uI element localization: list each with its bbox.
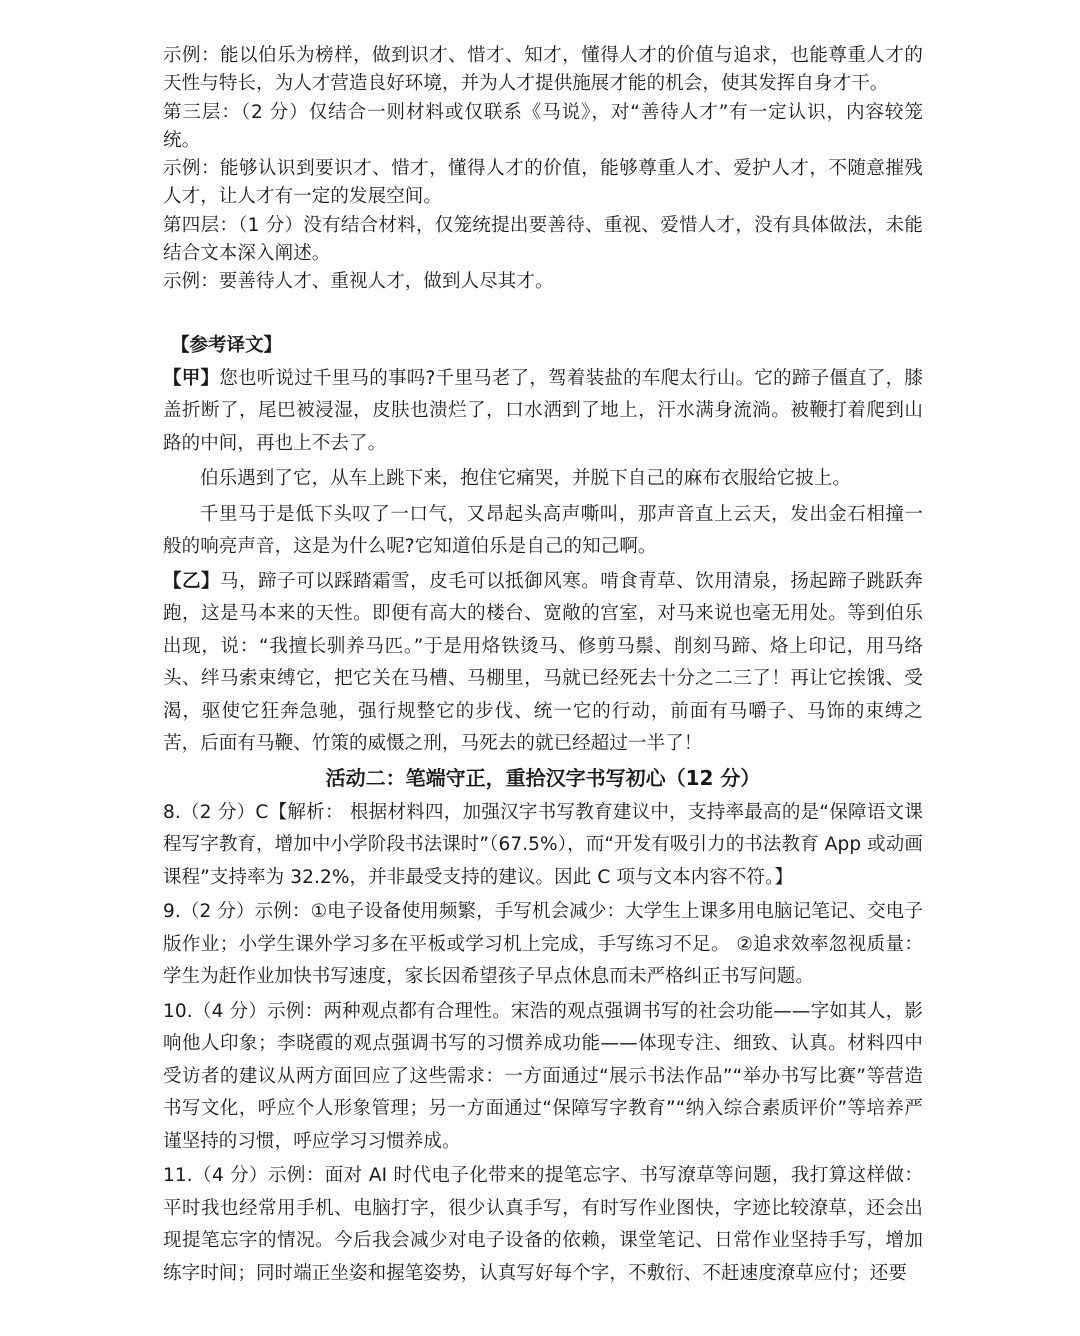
rubric-example-level2: 示例：能以伯乐为榜样，做到识才、惜才、知才，懂得人才的价值与追求，也能尊重人才的天性与特长，为人才营造良好环境，并为人才提供施展才能的机会，使其发挥自身才干。 <box>163 45 923 95</box>
answer-q8: 8.（2 分）C【解析： 根据材料四，加强汉字书写教育建议中，支持率最高的是“保障语文课程写字教育，增加中小学阶段书法课时”（67.5%），而“开发有吸引力的书法教育 App 或动画课程”支持率为 32.2%，并非最受支持的建议。因此 C 项与文本内容不符。】 <box>163 801 923 888</box>
translation-jia-paragraph-1 <box>163 363 923 461</box>
rubric-level4: 第四层：（1 分）没有结合材料，仅笼统提出要善待、重视、爱惜人才，没有具体做法，未能结合文本深入阐述。 <box>163 214 923 265</box>
translation-heading: 【参考译文】 <box>171 334 283 356</box>
yi-text: 马，蹄子可以踩踏霜雪，皮毛可以抵御风寒。啃食青草、饮用清泉，扬起蹄子跳跃奔跑，这是马本来的天性。即便有高大的楼台、宽敞的宫室，对马来说也毫无用处。等到伯乐出现，说：“我擅长驯养马匹。”于是用烙铁烫马、修剪马鬃、削刻马蹄、烙上印记，用马络头、绊马索束缚它，把它关在马槽、马棚里，马就已经死去十分之二三了！再让它挨饿、受渴，驱使它狂奔急驰，强行规整它的步伐、统一它的行动，前面有马嚼子、马饰的束缚之苦，后面有马鞭、竹策的威慑之刑，马死去的就已经超过一半了！ <box>163 570 923 755</box>
translation-section <box>163 331 923 761</box>
activity2-title: 活动二：笔端守正，重拾汉字书写初心（12 分） <box>325 765 761 790</box>
answer-q9: 9.（2 分）示例：①电子设备使用频繁，手写机会减少：大学生上课多用电脑记笔记、交电子版作业；小学生课外学习多在平板或学习机上完成，手写练习不足。 ②追求效率忽视质量：学生为赶作业加快书写速度，家长因希望孩子早点休息而未严格纠正书写问题。 <box>163 901 923 988</box>
answer-q11: 11.（4 分）示例：面对 AI 时代电子化带来的提笔忘字、书写潦草等问题，我打算这样做：平时我也经常用手机、电脑打字，很少认真手写，有时写作业图快，字迹比较潦草，还会出现提笔忘字的情况。今后我会减少对电子设备的依赖，课堂笔记、日常作业坚持手写，增加练字时间；同时端正坐姿和握笔姿势，认真写好每个字，不敷衍、不赶速度潦草应付；还要 <box>163 1165 923 1284</box>
activity2-section <box>163 761 923 1291</box>
jia-label: 【甲】 <box>163 367 220 389</box>
translation-jia-paragraph-3: 千里马于是低下头叹了一口气，又昂起头高声嘶叫，那声音直上云天，发出金石相撞一般的响亮声音，这是为什么呢?它知道伯乐是自己的知己啊。 <box>163 503 923 558</box>
rubric-section <box>163 42 923 297</box>
document-page <box>163 42 923 1290</box>
rubric-example-level3: 示例：能够认识到要识才、惜才，懂得人才的价值，能够尊重人才、爱护人才，不随意摧残人才，让人才有一定的发展空间。 <box>163 158 923 208</box>
rubric-example-level4: 示例：要善待人才、重视人才，做到人尽其才。 <box>163 271 554 293</box>
translation-yi-paragraph <box>163 566 923 761</box>
jia-text-1: 您也听说过千里马的事吗?千里马老了，驾着装盐的车爬太行山。它的蹄子僵直了，膝盖折断了，尾巴被浸湿，皮肤也溃烂了，口水洒到了地上，汗水满身流淌。被鞭打着爬到山路的中间，再也上不去了。 <box>163 367 923 454</box>
yi-label: 【乙】 <box>163 570 221 592</box>
translation-jia-paragraph-2: 伯乐遇到了它，从车上跳下来，抱住它痛哭，并脱下自己的麻布衣服给它披上。 <box>200 468 852 490</box>
answer-q10: 10.（4 分）示例：两种观点都有合理性。宋浩的观点强调书写的社会功能——字如其人，影响他人印象；李晓霞的观点强调书写的习惯养成功能——体现专注、细致、认真。材料四中受访者的建议从两方面回应了这些需求：一方面通过“展示书法作品”“举办书写比赛”等营造书写文化，呼应个人形象管理；另一方面通过“保障写字教育”“纳入综合素质评价”等培养严谨坚持的习惯，呼应学习习惯养成。 <box>163 1000 923 1152</box>
rubric-level3: 第三层：（2 分）仅结合一则材料或仅联系《马说》，对“善待人才”有一定认识，内容较笼统。 <box>163 101 923 151</box>
